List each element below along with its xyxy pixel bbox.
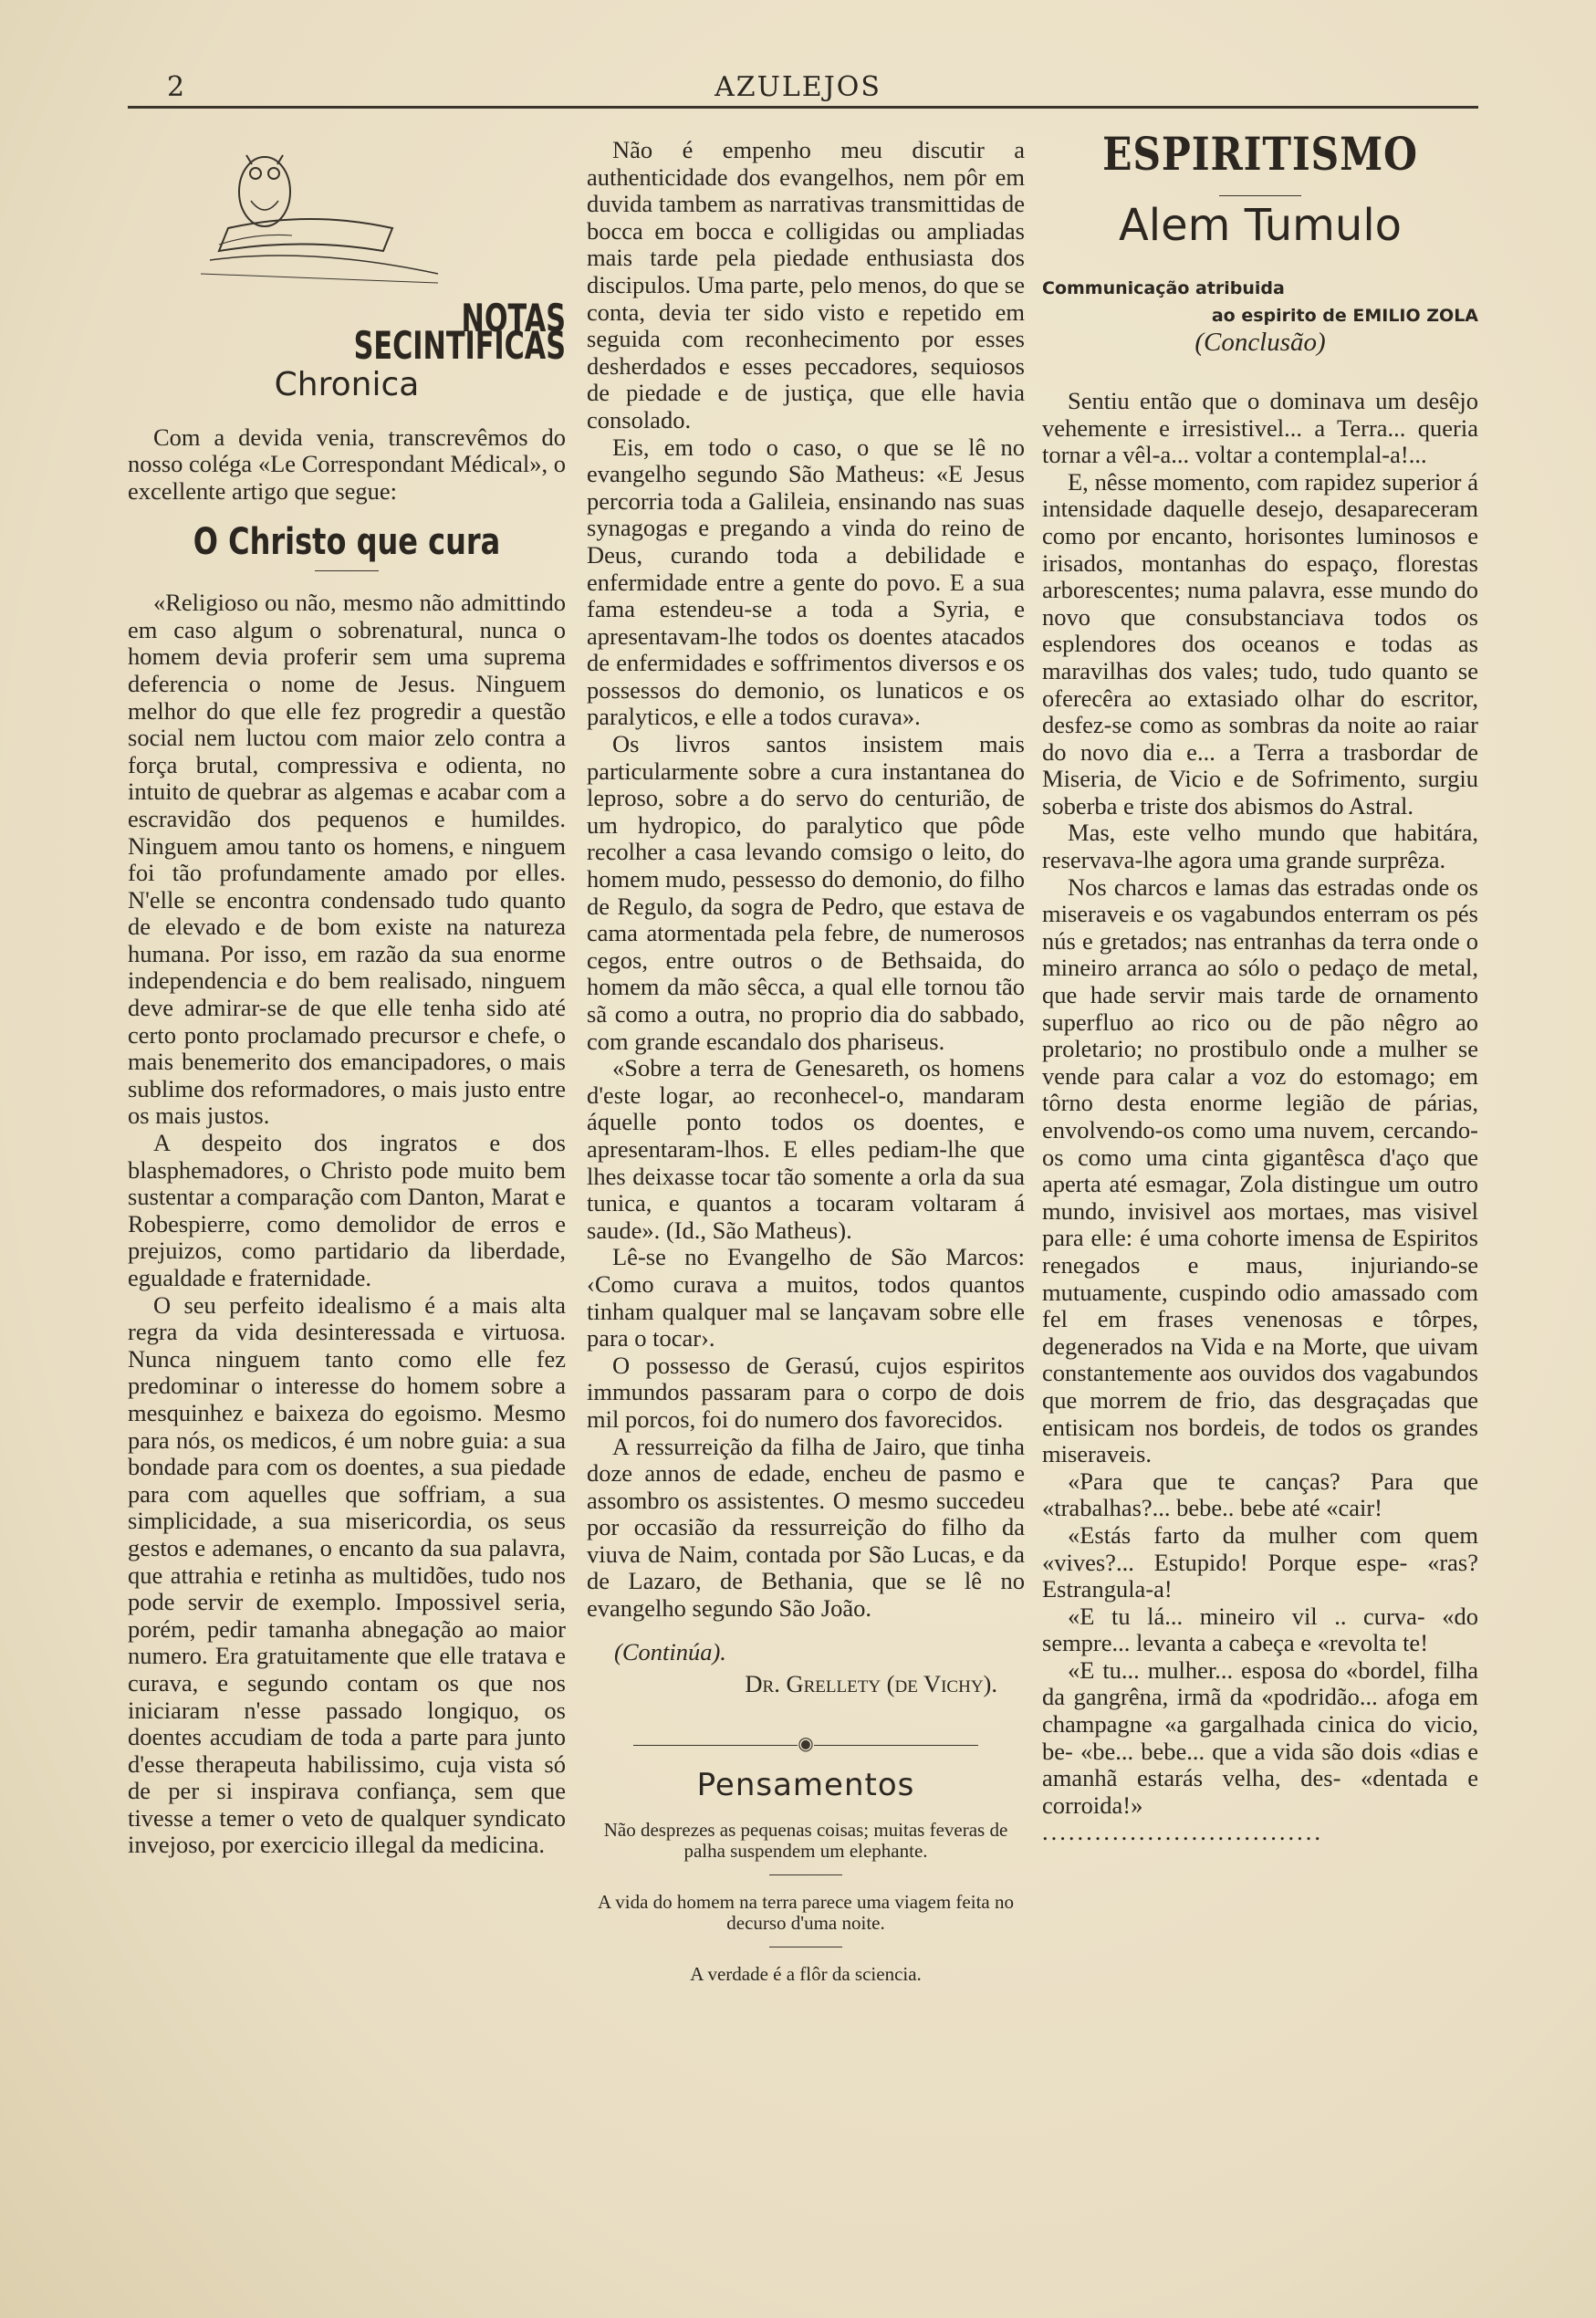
column-3 (1042, 127, 1478, 1846)
conclusion-note: (Conclusão) (1194, 328, 1326, 358)
paragraph: O possesso de Gerasú, cujos espiritos immundos passaram para o corpo de dois mil porcos, foi do numero dos favorecidos. (587, 1351, 1025, 1433)
section-title: ESPIRITISMO (1102, 127, 1418, 181)
article-title: Alem Tumulo (1118, 199, 1403, 251)
article-title: O Christo que cura (193, 520, 501, 563)
attribution-line-1: Communicação atribuida (1042, 278, 1285, 299)
section-title: NOTAS SECINTIFICAS (353, 296, 566, 368)
paragraph: «Religioso ou não, mesmo não admittindo em caso algum o sobrenatural, nunca o homem devia proferir sem uma suprema deferencia o nome de Jesus. Ninguem melhor do que elle fez progredir a questão social nem luctou com maior zelo contra a força brutal, compressiva e odienta, no intuito de quebrar as algemas e acabar com a escravidão dos pequenos e humildes. Ninguem amou tanto os homens, e ninguem foi tão profundamente amado por elles. N'elle se encontra condensado tudo quanto de elevado e de bom existe na natureza humana. Por isso, em razão da sua enorme independencia e do bem realisado, ninguem deve admirar-se de que elle tenha sido até certo ponto proclamado precursor e chefe, o mais benemerito dos emancipadores, o mais sublime dos reformadores, o mais justo entre os mais justos. (128, 589, 566, 1130)
continued-note: (Continúa). (614, 1637, 726, 1665)
attribution-line-2: ao espirito de EMILIO ZOLA (1211, 305, 1478, 326)
paragraph: «E tu lá... mineiro vil .. curva- «do sempre... levanta a cabeça e «revolta te! (1042, 1602, 1478, 1657)
paragraph: Os livros santos insistem mais particularmente sobre a cura instantanea do leproso, sobre a do servo do centurião, de um hydropico, do paralytico que pôde recolher a casa levando comsigo o leito, do homem mudo, pessesso do demonio, do filho de Regulo, da sogra de Pedro, que estava de cama atormentada pela febre, de numerosos cegos, entre outros o de Bethsaida, do homem da mão sêcca, a qual elle tornou tão sã como a outra, no proprio dia do sabbado, com grande escandalo dos phariseus. (587, 730, 1025, 1055)
title-rule (315, 570, 379, 571)
dotted-end-line: ................................ (1042, 1818, 1323, 1846)
maxim: Não desprezes as pequenas coisas; muitas feveras de palha suspendem um elephante. (603, 1819, 1008, 1863)
paragraph: Eis, em todo o caso, o que se lê no evangelho segundo São Matheus: «E Jesus percorria toda a Galileia, ensinando nas suas synagogas e pregando a vinda do reino de Deus, curando toda a debilidade e enfermidade entre a gente do povo. E a sua fama estendeu-se a toda a Syria, e apresentavam-lhe todos os doentes atacados de enfermidades e soffrimentos diversos e os possessos do demonio, os lunaticos e os paralyticos, e elle a todos curava». (587, 433, 1025, 731)
subsection-title: Chronica (274, 366, 420, 404)
author-signature: Dr. Grellety (de Vichy). (745, 1670, 997, 1698)
paragraph: Não é empenho meu discutir a authenticidade dos evangelhos, nem pôr em duvida tambem as narrativas transmittidas de bocca em bocca e colligidas ou ampliadas mais tarde pela piedade enthusiasta dos discipulos. Uma parte, pelo menos, do que se conta, devia ter sido visto e repetido em seguida com reconhecimento por esses desherdados e esses peccadores, sequiosos de piedade e de justiça, que elle havia consolado. (587, 136, 1025, 433)
owl-on-book-icon (201, 137, 447, 301)
paragraph: «E tu... mulher... esposa do «bordel, filha da gangrêna, irmã da «podridão... afoga em champagne «a gargalhada cinica do vicio, be- «be... bebe... que a vida são dois «dias e amanhã estarás velha, des- «dentada e corroida!» (1042, 1655, 1478, 1819)
section-rule (1219, 195, 1301, 196)
paragraph: Lê-se no Evangelho de São Marcos: ‹Como curava a muitos, todos quantos tinham qualquer mal se lançavam sobre elle para o tocar›. (587, 1243, 1025, 1352)
intro-paragraph: Com a devida venia, transcrevêmos do nosso coléga «Le Correspondant Médical», o excellente artigo que segue: (128, 423, 566, 505)
paragraph: «Sobre a terra de Genesareth, os homens d'este logar, ao reconhecel-o, mandaram áquelle ponto todos os doentes, e apresentaram-lhos. E elles pediam-lhe que lhes deixasse tocar tão somente a orla da sua tunica, e quantos a tocaram voltaram á saude». (Id., São Matheus). (587, 1054, 1025, 1244)
maxim: A vida do homem na terra parece uma viagem feita no decurso d'uma noite. (598, 1891, 1014, 1935)
maxim-rule (769, 1874, 842, 1875)
maxim: A verdade é a flôr da sciencia. (690, 1963, 922, 1986)
column-1 (128, 137, 566, 1859)
page-number: 2 (167, 71, 185, 103)
paragraph: A ressurreição da filha de Jairo, que tinha doze annos de edade, encheu de pasmo e assombro os assistentes. O mesmo succedeu por occasião da ressurreição do filho da viuva de Naim, contada por São Lucas, e da de Lazaro, de Bethania, que se lê no evangelho segundo São João. (587, 1432, 1025, 1623)
paragraph: «Para que te canças? Para que «trabalhas?... bebe.. bebe até «cair! (1042, 1467, 1478, 1522)
paragraph: Mas, este velho mundo que habitára, reservava-lhe agora uma grande surprêza. (1042, 819, 1478, 874)
paragraph: Nos charcos e lamas das estradas onde os miseraveis e os vagabundos enterram os pés nús e gretados; nas entranhas da terra onde o mineiro arranca ao sólo o pedaço de metal, que hade servir mais tarde de ornamento superfluo ao rico ou de pão nêgro ao proletario; no prostibulo onde a mulher se vende para calar a voz do estomago; em tôrno desta enorme legião de párias, envolvendo-os como uma nuvem, cercando-os como uma cinta gigantêsca d'aço que aperta até esmagar, Zola distingue um outro mundo, invisivel aos mortaes, mas visivel para elle: é uma cohorte imensa de Espiritos renegados e maus, injuriando-se mutuamente, cuspindo odio amassado com fel em frases venenosas e tôrpes, degenerados na Vida e na Morte, que uivam constantemente aos ouvidos dos vagabundos que morrem de frio, das desgraçadas que entisicam nos bordeis, de todos os grandes miseraveis. (1042, 872, 1478, 1468)
paragraph: O seu perfeito idealismo é a mais alta regra da vida desinteressada e virtuosa. Nunca ninguem tanto como elle fez predominar o interesse do homem sobre a mesquinhez e baixeza do egoismo. Mesmo para nós, os medicos, é um nobre guia: a sua bondade para com os doentes, a sua piedade para com aquelles que soffriam, a sua simplicidade, a sua misericordia, os seus gestos e ademanes, o encanto da sua palavra, que attrahia e retinha as multidões, tudo nos pode servir de exemplo. Impossivel seria, porém, pedir tamanha abnegação ao maior numero. Era gratuitamente que elle tratava e curava, e segundo contam os que nos iniciaram n'esse passado longiquo, os doentes accudiam de toda a parte para junto d'esse therapeuta habilissimo, cuja vista só de per si inspirava confiança, sem que tivesse a temer o veto de qualquer syndicato invejoso, por exercicio illegal da medicina. (128, 1290, 566, 1859)
header-rule (128, 106, 1478, 109)
ornament-divider: ◉ (587, 1731, 1025, 1759)
column-2 (587, 137, 1025, 1985)
paragraph: A despeito dos ingratos e dos blasphemadores, o Christo pode muito bem sustentar a comparação com Danton, Marat e Robespierre, como demolidor de erros e prejuizos, como partidario da liberdade, egualdade e fraternidade. (128, 1129, 566, 1291)
paragraph: E, nêsse momento, com rapidez superior á intensidade daquelle desejo, desapareceram como por encanto, horisontes luminosos e irisados, montanhas do espaço, florestas arborescentes; numa palavra, esse mundo do novo que consubstanciava todos os esplendores dos oceanos e todas as maravilhas dos vales; tudo, tudo quanto se oferecêra ao extasiado olhar do escritor, desfez-se como as sombras da noite ao raiar do novo dia e... a Terra a trasbordar de Miseria, de Vicio e de Sofrimento, surgiu soberba e triste dos abismos do Astral. (1042, 467, 1478, 820)
page-header-title: AZULEJOS (715, 71, 881, 103)
pensamentos-title: Pensamentos (696, 1767, 915, 1804)
paragraph: Sentiu então que o dominava um desêjo vehemente e irresistivel... a Terra... queria tornar a vêl-a... voltar a contemplal-a!... (1042, 386, 1478, 469)
paragraph: «Estás farto da mulher com quem «vives?... Estupido! Porque espe- «ras? Estrangula-a! (1042, 1520, 1478, 1603)
